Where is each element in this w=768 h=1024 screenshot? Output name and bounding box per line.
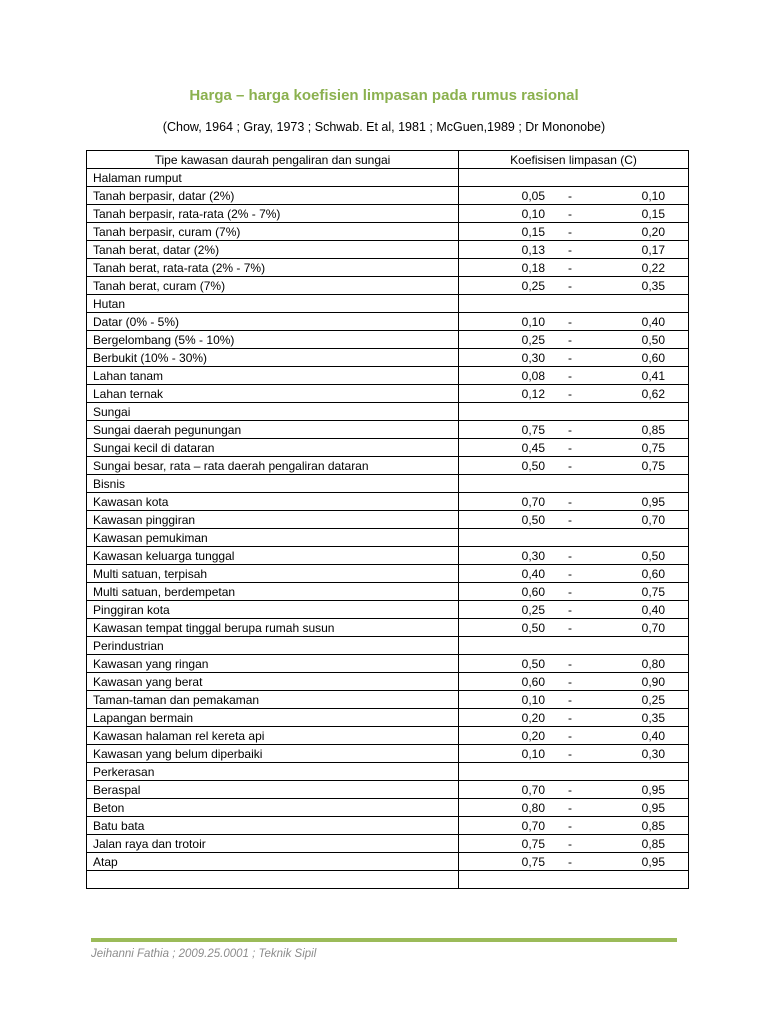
coefficient-min: 0,05 <box>521 188 545 203</box>
row-label: Perindustrian <box>87 637 459 655</box>
row-label: Kawasan pemukiman <box>87 529 459 547</box>
coefficient-min: 0,10 <box>521 746 545 761</box>
row-label: Hutan <box>87 295 459 313</box>
range-separator: - <box>568 260 572 275</box>
coefficient-max: 0,35 <box>641 710 665 725</box>
row-label: Multi satuan, terpisah <box>87 565 459 583</box>
coefficient-max: 0,40 <box>641 602 665 617</box>
row-coefficient <box>459 241 689 259</box>
table-row <box>87 727 689 745</box>
empty-cell-right <box>459 871 689 889</box>
coefficient-max: 0,60 <box>641 350 665 365</box>
row-label: Tanah berat, datar (2%) <box>87 241 459 259</box>
coefficient-max: 0,75 <box>641 584 665 599</box>
coefficient-min: 0,60 <box>521 584 545 599</box>
row-label: Sungai <box>87 403 459 421</box>
row-coefficient <box>459 259 689 277</box>
coefficient-min: 0,08 <box>521 368 545 383</box>
row-label: Beraspal <box>87 781 459 799</box>
coefficient-max: 0,62 <box>641 386 665 401</box>
coefficient-max: 0,90 <box>641 674 665 689</box>
coefficient-max: 0,40 <box>641 728 665 743</box>
table-row <box>87 439 689 457</box>
coefficient-max: 0,50 <box>641 548 665 563</box>
row-coefficient <box>459 331 689 349</box>
table-row <box>87 745 689 763</box>
range-separator: - <box>568 548 572 563</box>
row-coefficient <box>459 367 689 385</box>
coefficient-min: 0,20 <box>521 710 545 725</box>
coefficient-min: 0,70 <box>521 818 545 833</box>
table-row <box>87 349 689 367</box>
coefficient-max: 0,50 <box>641 332 665 347</box>
coefficient-max: 0,95 <box>641 800 665 815</box>
coefficient-min: 0,10 <box>521 314 545 329</box>
table-row <box>87 529 689 547</box>
range-separator: - <box>568 386 572 401</box>
coefficient-max: 0,75 <box>641 440 665 455</box>
row-coefficient <box>459 853 689 871</box>
range-separator: - <box>568 566 572 581</box>
table-row <box>87 547 689 565</box>
row-coefficient <box>459 637 689 655</box>
table-row <box>87 619 689 637</box>
table-row <box>87 853 689 871</box>
row-coefficient <box>459 529 689 547</box>
table-row <box>87 799 689 817</box>
row-label: Lahan tanam <box>87 367 459 385</box>
coefficient-min: 0,15 <box>521 224 545 239</box>
coefficient-max: 0,20 <box>641 224 665 239</box>
row-label: Tanah berat, rata-rata (2% - 7%) <box>87 259 459 277</box>
row-label: Perkerasan <box>87 763 459 781</box>
table-row <box>87 457 689 475</box>
table-row <box>87 421 689 439</box>
range-separator: - <box>568 422 572 437</box>
coefficient-min: 0,50 <box>521 512 545 527</box>
coefficient-max: 0,80 <box>641 656 665 671</box>
coefficient-min: 0,10 <box>521 692 545 707</box>
row-label: Datar (0% - 5%) <box>87 313 459 331</box>
coefficient-min: 0,25 <box>521 278 545 293</box>
row-coefficient <box>459 223 689 241</box>
row-coefficient <box>459 439 689 457</box>
row-label: Berbukit (10% - 30%) <box>87 349 459 367</box>
row-coefficient <box>459 511 689 529</box>
coefficient-max: 0,85 <box>641 422 665 437</box>
row-label: Kawasan pinggiran <box>87 511 459 529</box>
row-coefficient <box>459 205 689 223</box>
row-label: Kawasan yang berat <box>87 673 459 691</box>
coefficient-min: 0,13 <box>521 242 545 257</box>
column-header-coefficient: Koefisisen limpasan (C) <box>459 151 689 169</box>
table-row <box>87 835 689 853</box>
table-row <box>87 583 689 601</box>
coefficient-min: 0,75 <box>521 422 545 437</box>
range-separator: - <box>568 692 572 707</box>
row-coefficient <box>459 655 689 673</box>
row-coefficient <box>459 673 689 691</box>
row-coefficient <box>459 547 689 565</box>
coefficient-min: 0,45 <box>521 440 545 455</box>
coefficient-max: 0,85 <box>641 818 665 833</box>
coefficient-max: 0,60 <box>641 566 665 581</box>
table-row <box>87 655 689 673</box>
range-separator: - <box>568 494 572 509</box>
table-row <box>87 241 689 259</box>
coefficient-max: 0,17 <box>641 242 665 257</box>
table-row <box>87 637 689 655</box>
table-row <box>87 205 689 223</box>
table-row <box>87 331 689 349</box>
coefficient-min: 0,20 <box>521 728 545 743</box>
range-separator: - <box>568 314 572 329</box>
range-separator: - <box>568 854 572 869</box>
table-row-empty <box>87 871 689 889</box>
row-coefficient <box>459 403 689 421</box>
row-coefficient <box>459 187 689 205</box>
row-coefficient <box>459 277 689 295</box>
range-separator: - <box>568 332 572 347</box>
row-label: Halaman rumput <box>87 169 459 187</box>
table-body <box>87 169 689 889</box>
coefficient-min: 0,30 <box>521 548 545 563</box>
row-coefficient <box>459 583 689 601</box>
coefficient-min: 0,25 <box>521 602 545 617</box>
coefficient-min: 0,40 <box>521 566 545 581</box>
range-separator: - <box>568 224 572 239</box>
coefficient-min: 0,60 <box>521 674 545 689</box>
table-row <box>87 187 689 205</box>
row-coefficient <box>459 619 689 637</box>
coefficient-min: 0,18 <box>521 260 545 275</box>
table-row <box>87 709 689 727</box>
table-row <box>87 259 689 277</box>
row-label: Beton <box>87 799 459 817</box>
range-separator: - <box>568 800 572 815</box>
range-separator: - <box>568 206 572 221</box>
table-row <box>87 493 689 511</box>
coefficient-max: 0,70 <box>641 512 665 527</box>
row-label: Batu bata <box>87 817 459 835</box>
empty-cell-left <box>87 871 459 889</box>
range-separator: - <box>568 620 572 635</box>
row-coefficient <box>459 727 689 745</box>
row-coefficient <box>459 817 689 835</box>
row-coefficient <box>459 601 689 619</box>
row-coefficient <box>459 781 689 799</box>
range-separator: - <box>568 836 572 851</box>
row-coefficient <box>459 763 689 781</box>
column-header-type: Tipe kawasan daurah pengaliran dan sungai <box>87 151 459 169</box>
coefficient-min: 0,50 <box>521 656 545 671</box>
range-separator: - <box>568 584 572 599</box>
row-coefficient <box>459 799 689 817</box>
coefficient-max: 0,95 <box>641 782 665 797</box>
row-coefficient <box>459 709 689 727</box>
row-label: Taman-taman dan pemakaman <box>87 691 459 709</box>
row-label: Tanah berpasir, datar (2%) <box>87 187 459 205</box>
coefficient-min: 0,70 <box>521 494 545 509</box>
row-label: Tanah berpasir, curam (7%) <box>87 223 459 241</box>
row-label: Multi satuan, berdempetan <box>87 583 459 601</box>
table-row <box>87 223 689 241</box>
row-label: Sungai kecil di dataran <box>87 439 459 457</box>
range-separator: - <box>568 512 572 527</box>
table-row <box>87 565 689 583</box>
row-coefficient <box>459 493 689 511</box>
row-coefficient <box>459 745 689 763</box>
document-subtitle: (Chow, 1964 ; Gray, 1973 ; Schwab. Et al, 1981 ; McGuen,1989 ; Dr Mononobe) <box>162 120 606 134</box>
table-row <box>87 295 689 313</box>
footer-text: Jeihanni Fathia ; 2009.25.0001 ; Teknik Sipil <box>91 948 317 960</box>
table-row <box>87 367 689 385</box>
row-coefficient <box>459 349 689 367</box>
coefficient-max: 0,15 <box>641 206 665 221</box>
table-row <box>87 169 689 187</box>
table-row <box>87 277 689 295</box>
row-label: Sungai daerah pegunungan <box>87 421 459 439</box>
range-separator: - <box>568 674 572 689</box>
row-coefficient <box>459 313 689 331</box>
coefficient-min: 0,30 <box>521 350 545 365</box>
row-label: Sungai besar, rata – rata daerah pengaliran dataran <box>87 457 459 475</box>
range-separator: - <box>568 818 572 833</box>
coefficient-max: 0,70 <box>641 620 665 635</box>
range-separator: - <box>568 242 572 257</box>
row-label: Atap <box>87 853 459 871</box>
table-row <box>87 313 689 331</box>
table-row <box>87 763 689 781</box>
range-separator: - <box>568 368 572 383</box>
coefficient-max: 0,25 <box>641 692 665 707</box>
coefficient-max: 0,41 <box>641 368 665 383</box>
table-row <box>87 601 689 619</box>
row-label: Bisnis <box>87 475 459 493</box>
coefficient-min: 0,10 <box>521 206 545 221</box>
table-row <box>87 781 689 799</box>
row-label: Kawasan tempat tinggal berupa rumah susun <box>87 619 459 637</box>
coefficient-min: 0,70 <box>521 782 545 797</box>
row-label: Kawasan kota <box>87 493 459 511</box>
row-coefficient <box>459 835 689 853</box>
row-coefficient <box>459 169 689 187</box>
coefficient-max: 0,35 <box>641 278 665 293</box>
range-separator: - <box>568 350 572 365</box>
coefficient-max: 0,22 <box>641 260 665 275</box>
table-row <box>87 673 689 691</box>
row-coefficient <box>459 295 689 313</box>
row-coefficient <box>459 475 689 493</box>
range-separator: - <box>568 656 572 671</box>
coefficient-max: 0,10 <box>641 188 665 203</box>
range-separator: - <box>568 746 572 761</box>
row-label: Lahan ternak <box>87 385 459 403</box>
coefficient-max: 0,85 <box>641 836 665 851</box>
coefficient-max: 0,30 <box>641 746 665 761</box>
row-label: Lapangan bermain <box>87 709 459 727</box>
document-title: Harga – harga koefisien limpasan pada rumus rasional <box>189 87 579 104</box>
coefficient-min: 0,75 <box>521 854 545 869</box>
coefficient-max: 0,75 <box>641 458 665 473</box>
coefficient-max: 0,95 <box>641 494 665 509</box>
range-separator: - <box>568 458 572 473</box>
row-label: Kawasan yang belum diperbaiki <box>87 745 459 763</box>
runoff-coefficient-table <box>86 150 689 889</box>
row-coefficient <box>459 565 689 583</box>
row-coefficient <box>459 691 689 709</box>
footer-rule <box>91 938 677 942</box>
range-separator: - <box>568 782 572 797</box>
coefficient-min: 0,80 <box>521 800 545 815</box>
range-separator: - <box>568 440 572 455</box>
table-row <box>87 511 689 529</box>
row-coefficient <box>459 457 689 475</box>
coefficient-min: 0,50 <box>521 458 545 473</box>
coefficient-min: 0,75 <box>521 836 545 851</box>
row-label: Pinggiran kota <box>87 601 459 619</box>
row-label: Kawasan halaman rel kereta api <box>87 727 459 745</box>
range-separator: - <box>568 602 572 617</box>
coefficient-max: 0,95 <box>641 854 665 869</box>
row-coefficient <box>459 385 689 403</box>
table-header-row <box>87 151 689 169</box>
row-coefficient <box>459 421 689 439</box>
row-label: Bergelombang (5% - 10%) <box>87 331 459 349</box>
table-row <box>87 403 689 421</box>
range-separator: - <box>568 188 572 203</box>
table-row <box>87 475 689 493</box>
table-row <box>87 691 689 709</box>
coefficient-min: 0,12 <box>521 386 545 401</box>
row-label: Tanah berpasir, rata-rata (2% - 7%) <box>87 205 459 223</box>
row-label: Kawasan keluarga tunggal <box>87 547 459 565</box>
coefficient-min: 0,25 <box>521 332 545 347</box>
range-separator: - <box>568 710 572 725</box>
range-separator: - <box>568 728 572 743</box>
row-label: Kawasan yang ringan <box>87 655 459 673</box>
coefficient-min: 0,50 <box>521 620 545 635</box>
coefficient-max: 0,40 <box>641 314 665 329</box>
table-row <box>87 385 689 403</box>
row-label: Jalan raya dan trotoir <box>87 835 459 853</box>
table-row <box>87 817 689 835</box>
range-separator: - <box>568 278 572 293</box>
row-label: Tanah berat, curam (7%) <box>87 277 459 295</box>
